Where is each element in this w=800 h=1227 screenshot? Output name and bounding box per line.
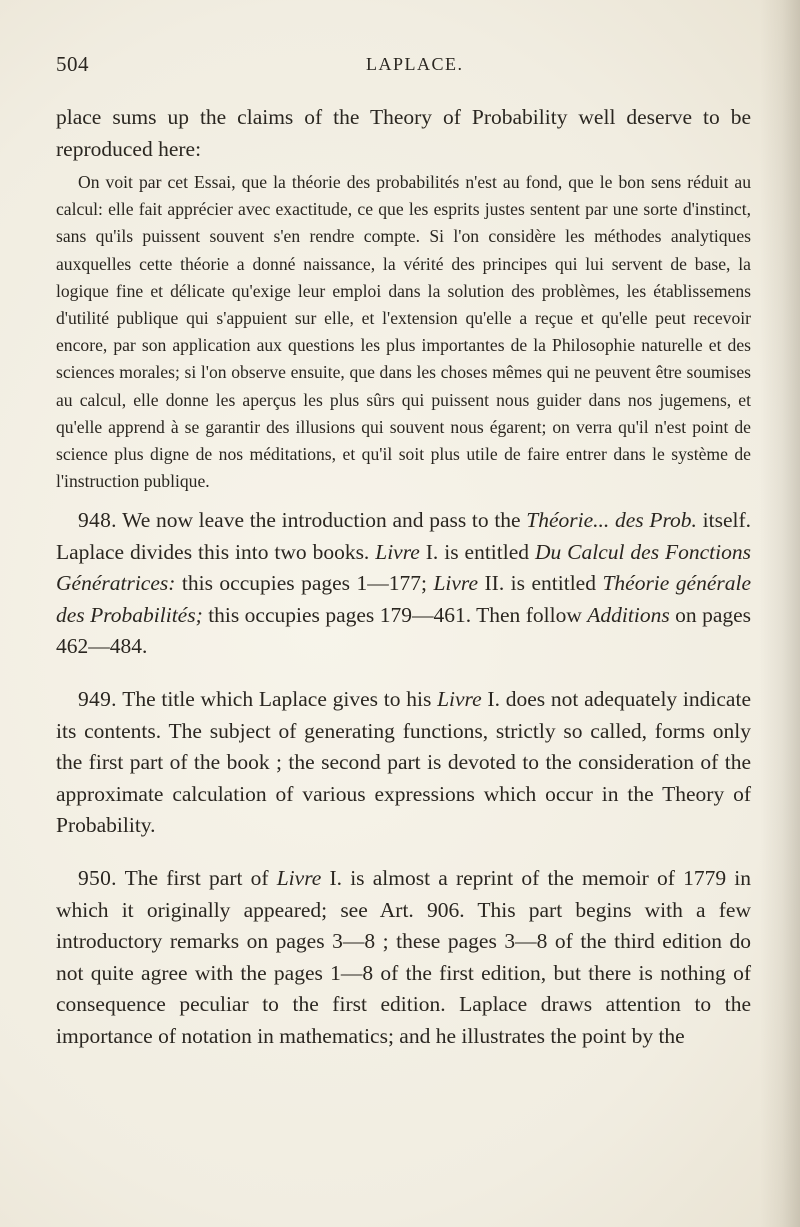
text-948-f: this occupies pages 179—461. Then follow <box>202 602 588 627</box>
page-number: 504 <box>56 52 89 76</box>
italic-948-b: Livre <box>375 539 420 564</box>
italic-949-a: Livre <box>437 687 482 712</box>
running-head: LAPLACE. <box>366 54 464 74</box>
text-948-c: I. is entitled <box>419 539 535 564</box>
text-948-e: II. is entitled <box>478 571 603 596</box>
page-header <box>56 52 746 82</box>
text-948-g: on pages 462—484. <box>56 602 752 659</box>
text-949-b: I. does not adequately indicate its contents. The subject of generating functions, strictly so called, forms only the first part of the book ; the second part is devoted to the consideration of the approximate calculation of various expressions which occur in the Theory of Probability. <box>56 687 751 838</box>
text-950-b: I. is almost a reprint of the memoir of 1779 in which it originally appeared; see Art. 906. This part begins with a few introductory remarks on pages 3—8 ; these pages 3—8 of the third edition do not quite agree with the pages 1—8 of the first edition, but there is nothing of consequence peculiar to the first edition. Laplace draws attention to the importance of notation in mathematics; and he illustrates the point by the <box>56 866 751 1048</box>
paragraph-number-948: 948. <box>78 508 117 533</box>
text-948-b: itself. Laplace divides this into two books. <box>56 508 751 564</box>
italic-950-a: Livre <box>276 866 322 891</box>
paragraph-number-950: 950. <box>78 866 117 891</box>
italic-948-d: Livre <box>433 571 479 596</box>
text-950-a: The first part of <box>116 866 277 891</box>
french-quotation: On voit par cet Essai, que la théorie des probabilités n'est au fond, que le bon sens réduit au calcul: elle fait apprécier avec exactitude, ce que les esprits justes sentent par une sorte d'instinct, sans qu'ils puissent souvent s'en rendre compte. Si l'on considère les méthodes analytiques auxquelles cette théorie a donné naissance, la vérité des principes qui lui servent de base, la logique fine et délicate qu'exige leur emploi dans la solution des problèmes, les établissemens d'utilité publique qui s'appuient sur elle, et l'extension qu'elle a reçue et qu'elle peut recevoir encore, par son application aux questions les plus importantes de la Philosophie naturelle et des sciences morales; si l'on observe ensuite, que dans les choses mêmes qui ne peuvent être soumises au calcul, elle donne les aperçus les plus sûrs qui puissent nous guider dans nos jugemens, et qu'elle apprend à se garantir des illusions qui souvent nous égarent; on verra qu'il n'est point de science plus digne de nos méditations, et qu'il soit plus utile de faire entrer dans le système de l'instruction publique. <box>56 172 751 492</box>
page-edge-shadow <box>760 0 800 1227</box>
text-949-a: The title which Laplace gives to his <box>116 687 438 712</box>
paragraph-949 <box>56 684 751 842</box>
paragraph-number-949: 949. <box>78 687 117 712</box>
italic-948-c: Du Calcul des Fonctions Génératrices: <box>56 539 751 596</box>
italic-948-a: Théorie... des Prob. <box>526 508 697 533</box>
text-948-d: this occupies pages 1—177; <box>175 571 434 596</box>
intro-paragraph: place sums up the claims of the Theory of Probability well deserve to be reproduced here: <box>56 105 751 161</box>
paragraph-948 <box>56 505 751 663</box>
paragraph-950 <box>56 863 751 1052</box>
page-body <box>56 102 751 1074</box>
text-948-a: We now leave the introduction and pass to the <box>116 508 527 533</box>
italic-948-f: Additions <box>587 602 670 627</box>
italic-948-e: Théorie générale des Probabilités; <box>56 571 752 627</box>
